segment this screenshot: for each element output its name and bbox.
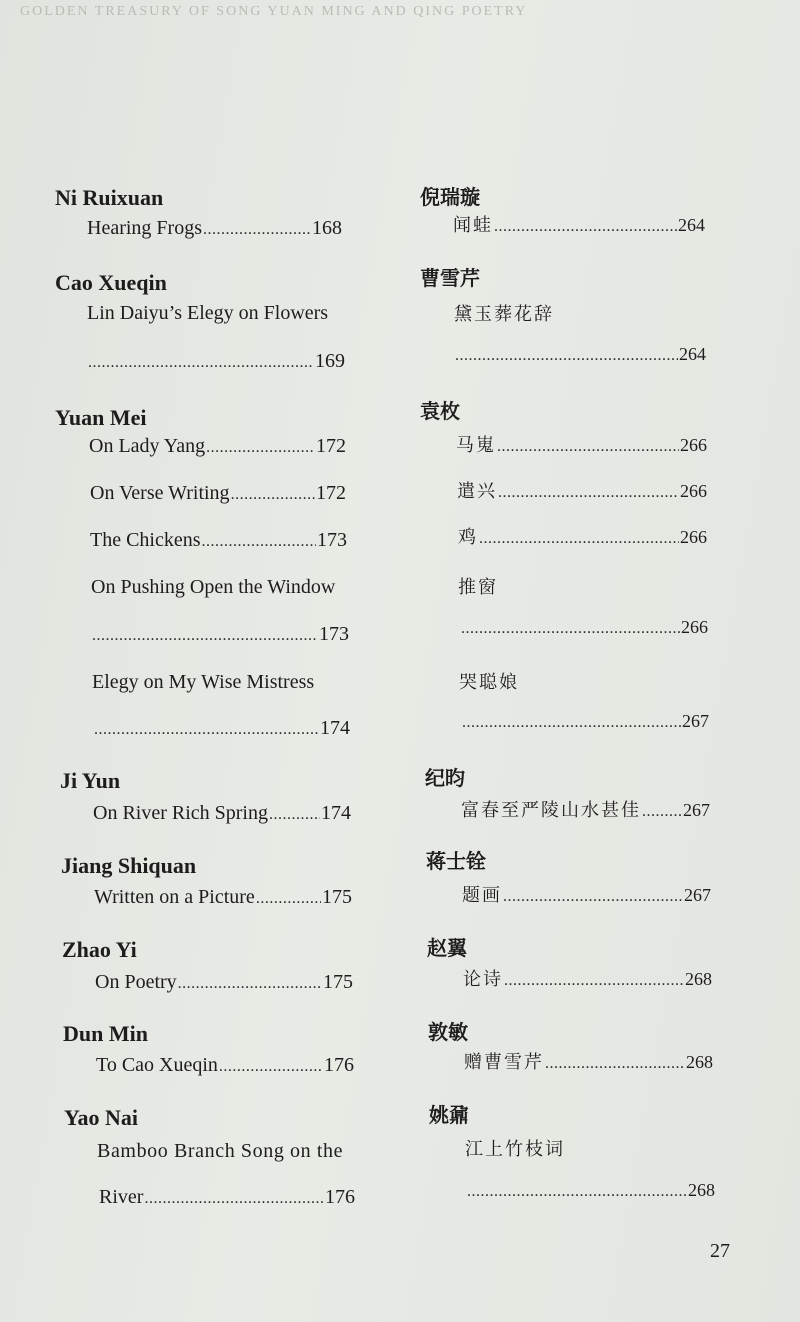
toc-entry[interactable] <box>461 711 709 732</box>
author-name: 曹雪芹 <box>420 266 480 290</box>
entry-title: 富春至严陵山水甚佳 <box>461 800 641 821</box>
toc-entry[interactable] <box>462 881 711 907</box>
toc-entry[interactable] <box>456 431 707 457</box>
dot-leader <box>269 806 320 824</box>
author-name: 蒋士铨 <box>426 849 486 873</box>
entry-page: 266 <box>680 481 707 501</box>
dot-leader <box>88 354 314 372</box>
toc-entry[interactable] <box>466 1180 715 1201</box>
entry-page: 264 <box>678 215 705 235</box>
entry-title: 题画 <box>462 885 502 906</box>
dot-leader <box>642 803 682 821</box>
entry-title: On Verse Writing <box>90 482 230 504</box>
entry-page: 174 <box>321 802 351 824</box>
toc-entry[interactable] <box>99 1186 355 1209</box>
dot-leader <box>178 975 322 993</box>
toc-entry[interactable] <box>96 1054 354 1077</box>
entry-title: 马嵬 <box>456 435 496 456</box>
dot-leader <box>497 438 679 456</box>
dot-leader <box>504 972 684 990</box>
entry-title[interactable]: 推窗 <box>458 577 498 598</box>
author-name: Ji Yun <box>60 768 121 793</box>
toc-entry[interactable] <box>87 350 345 373</box>
entry-title[interactable]: On Pushing Open the Window <box>91 576 336 598</box>
entry-page: 173 <box>319 623 349 645</box>
author-name: Yao Nai <box>64 1105 138 1130</box>
dot-leader <box>503 888 683 906</box>
toc-entry[interactable] <box>93 802 351 825</box>
dot-leader <box>203 221 311 239</box>
toc-entry[interactable] <box>90 482 346 505</box>
entry-title: 论诗 <box>463 969 503 990</box>
dot-leader <box>94 721 319 739</box>
author-name: 袁枚 <box>420 399 460 423</box>
entry-page: 169 <box>315 350 345 372</box>
toc-entry[interactable] <box>457 477 707 503</box>
entry-title: 鸡 <box>458 527 478 548</box>
entry-page: 176 <box>325 1186 355 1208</box>
entry-page: 268 <box>686 1052 713 1072</box>
author-name: Yuan Mei <box>55 405 147 430</box>
dot-leader <box>467 1183 687 1201</box>
entry-title: On River Rich Spring <box>93 802 268 824</box>
toc-entry[interactable] <box>95 971 353 994</box>
author-name: 纪昀 <box>425 766 465 790</box>
entry-page: 266 <box>680 435 707 455</box>
dot-leader <box>494 218 677 236</box>
toc-entry[interactable] <box>94 886 352 909</box>
entry-page: 168 <box>312 217 342 239</box>
dot-leader <box>256 890 321 908</box>
entry-title[interactable]: 哭聪娘 <box>459 672 519 693</box>
dot-leader <box>455 347 678 365</box>
toc-entry[interactable] <box>458 523 707 549</box>
entry-title: The Chickens <box>90 529 201 551</box>
entry-page: 267 <box>682 711 709 731</box>
toc-entry[interactable] <box>454 344 706 365</box>
author-name: Jiang Shiquan <box>61 853 197 878</box>
author-name: 赵翼 <box>427 936 467 960</box>
entry-title[interactable]: 江上竹枝词 <box>465 1139 565 1160</box>
entry-page: 267 <box>683 800 710 820</box>
dot-leader <box>202 533 316 551</box>
entry-page: 172 <box>316 435 346 457</box>
dot-leader <box>498 484 679 502</box>
dot-leader <box>461 620 680 638</box>
dot-leader <box>144 1190 324 1208</box>
dot-leader <box>92 627 318 645</box>
toc-entry[interactable] <box>463 965 712 991</box>
toc-entry[interactable] <box>90 529 347 552</box>
toc-entry[interactable] <box>461 796 710 822</box>
author-name: 敦敏 <box>428 1020 468 1044</box>
entry-page: 268 <box>685 969 712 989</box>
entry-title[interactable]: Lin Daiyu’s Elegy on Flowers <box>87 302 329 324</box>
entry-page: 266 <box>681 617 708 637</box>
entry-title: On Poetry <box>95 971 177 993</box>
entry-title[interactable]: Elegy on My Wise Mistress <box>92 671 315 693</box>
toc-entry[interactable] <box>460 617 708 638</box>
entry-title[interactable]: 黛玉葬花辞 <box>454 304 554 325</box>
toc-entry[interactable] <box>91 623 349 646</box>
entry-title[interactable]: Bamboo Branch Song on the <box>97 1140 344 1162</box>
toc-entry[interactable] <box>89 435 346 458</box>
entry-page: 175 <box>323 971 353 993</box>
toc-entry[interactable] <box>87 217 342 240</box>
entry-page: 172 <box>316 482 346 504</box>
entry-page: 175 <box>322 886 352 908</box>
entry-title: Hearing Frogs <box>87 217 202 239</box>
entry-title: To Cao Xueqin <box>96 1054 218 1076</box>
dot-leader <box>479 530 679 548</box>
entry-title: 赠曹雪芹 <box>464 1052 544 1073</box>
dot-leader <box>219 1058 323 1076</box>
entry-title: On Lady Yang <box>89 435 206 457</box>
page-number: 27 <box>710 1240 730 1262</box>
toc-entry[interactable] <box>464 1048 713 1074</box>
author-name: Cao Xueqin <box>55 270 167 295</box>
entry-title: Written on a Picture <box>94 886 255 908</box>
entry-title-continued: River <box>99 1186 144 1208</box>
entry-page: 268 <box>688 1180 715 1200</box>
toc-entry[interactable] <box>93 717 350 740</box>
author-name: 倪瑞璇 <box>420 185 480 209</box>
entry-title: 闻蛙 <box>453 215 493 236</box>
entry-page: 266 <box>680 527 707 547</box>
dot-leader <box>206 439 315 457</box>
dot-leader <box>462 714 681 732</box>
entry-page: 174 <box>320 717 350 739</box>
author-name: 姚鼐 <box>429 1103 469 1127</box>
entry-page: 267 <box>684 885 711 905</box>
author-name: Dun Min <box>63 1021 148 1046</box>
entry-page: 264 <box>679 344 706 364</box>
entry-page: 173 <box>317 529 347 551</box>
toc-entry[interactable] <box>453 211 705 237</box>
author-name: Zhao Yi <box>62 937 137 962</box>
running-head: GOLDEN TREASURY OF SONG YUAN MING AND QING POETRY <box>20 4 528 19</box>
dot-leader <box>545 1055 685 1073</box>
entry-page: 176 <box>324 1054 354 1076</box>
dot-leader <box>231 486 315 504</box>
entry-title: 遣兴 <box>457 481 497 502</box>
author-name: Ni Ruixuan <box>55 185 164 210</box>
